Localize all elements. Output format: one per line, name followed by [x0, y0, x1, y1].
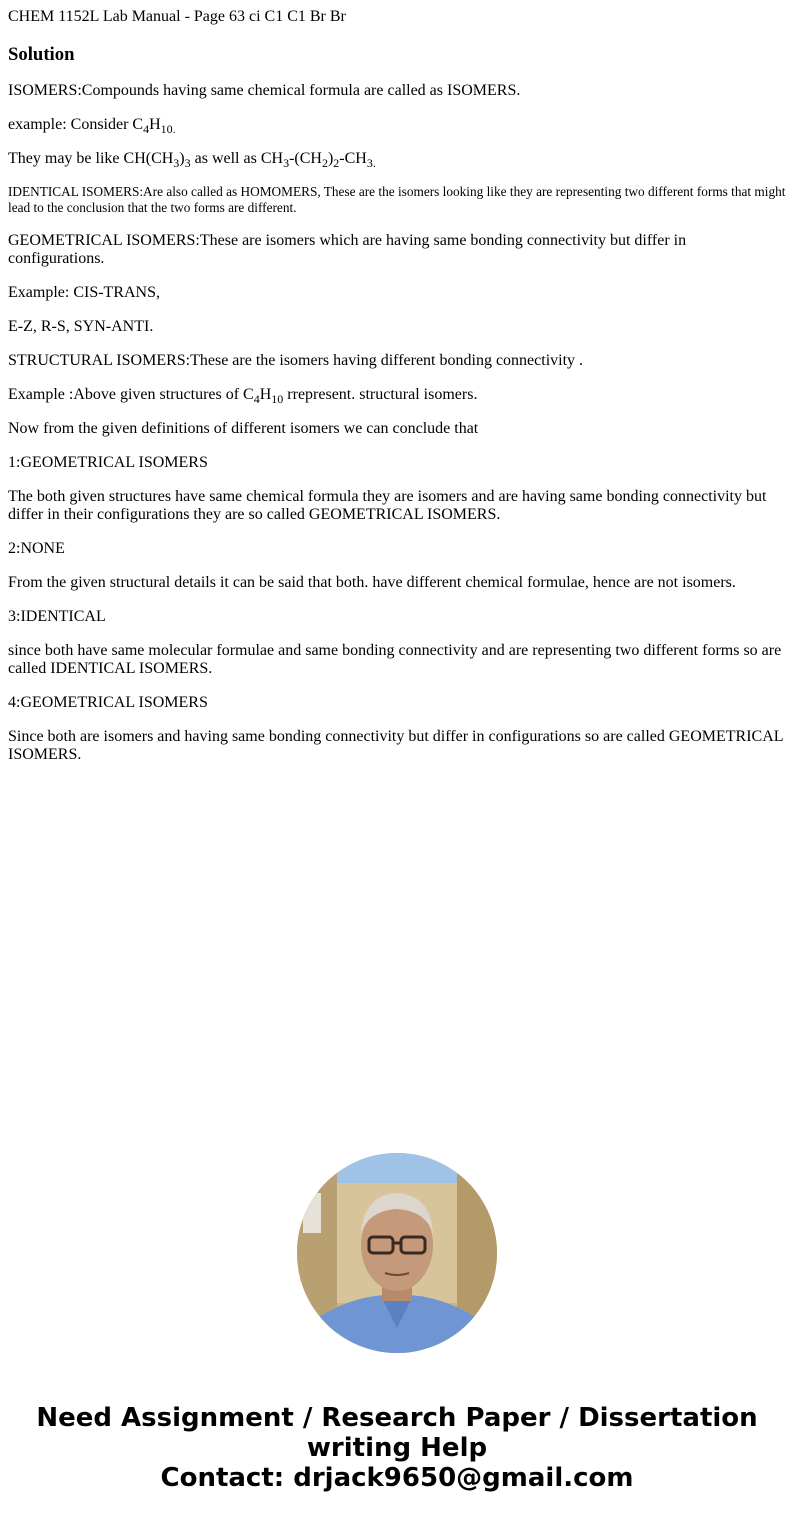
structural-example: Example :Above given structures of $C_4H_{10}$ rrepresent. structural isomers. — [8, 386, 478, 407]
conclusion-intro: Now from the given definitions of different isomers we can conclude that — [8, 420, 479, 437]
promo-line-1: Need Assignment / Research Paper / Dissertation — [36, 1403, 758, 1433]
author-avatar — [297, 1153, 497, 1353]
structural-isomers-definition: STRUCTURAL ISOMERS:These are the isomers having different bonding connectivity . — [8, 352, 584, 369]
document-body — [8, 8, 786, 764]
answer-3-text: since both have same molecular formulae and same bonding connectivity and are representing two different forms so are called IDENTICAL ISOMERS. — [8, 642, 782, 677]
answer-2-text: From the given structural details it can be said that both. have different chemical formulae, hence are not isomers. — [8, 574, 736, 591]
isomers-definition: ISOMERS:Compounds having same chemical formula are called as ISOMERS. — [8, 82, 521, 99]
geometrical-example-1: Example: CIS-TRANS, — [8, 284, 160, 301]
example-line: example: Consider $C_4H_{10.}$ — [8, 116, 176, 137]
solution-heading: Solution — [8, 44, 75, 65]
answer-2-label: 2:NONE — [8, 540, 65, 557]
promo-line-2: writing Help — [306, 1433, 488, 1463]
answer-3-label: 3:IDENTICAL — [8, 608, 106, 625]
answer-1-label: 1:GEOMETRICAL ISOMERS — [8, 454, 208, 471]
answer-4-label: 4:GEOMETRICAL ISOMERS — [8, 694, 208, 711]
identical-isomers-definition: IDENTICAL ISOMERS:Are also called as HOMOMERS, These are the isomers looking like they are representing two different forms that might lead to the conclusion that the two forms are different. — [8, 184, 786, 215]
answer-1-text: The both given structures have same chemical formula they are isomers and are having same bonding connectivity but differ in their configurations they are so called GEOMETRICAL ISOMERS. — [8, 488, 767, 523]
geometrical-example-2: E-Z, R-S, SYN-ANTI. — [8, 318, 154, 335]
promo-banner — [0, 1403, 794, 1493]
answer-4-text: Since both are isomers and having same bonding connectivity but differ in configurations so are called GEOMETRICAL ISOMERS. — [8, 728, 783, 763]
geometrical-isomers-definition: GEOMETRICAL ISOMERS:These are isomers which are having same bonding connectivity but differ in configurations. — [8, 232, 687, 267]
author-portrait-image — [297, 1153, 497, 1353]
promo-contact: Contact: drjack9650@gmail.com — [160, 1463, 634, 1493]
page-title: CHEM 1152L Lab Manual - Page 63 ci C1 C1 Br Br — [8, 8, 346, 25]
isomer-forms-line: They may be like $CH(CH_3)_3$ as well as $CH_3-(CH_2)_2-CH_{3.}$ — [8, 150, 376, 171]
